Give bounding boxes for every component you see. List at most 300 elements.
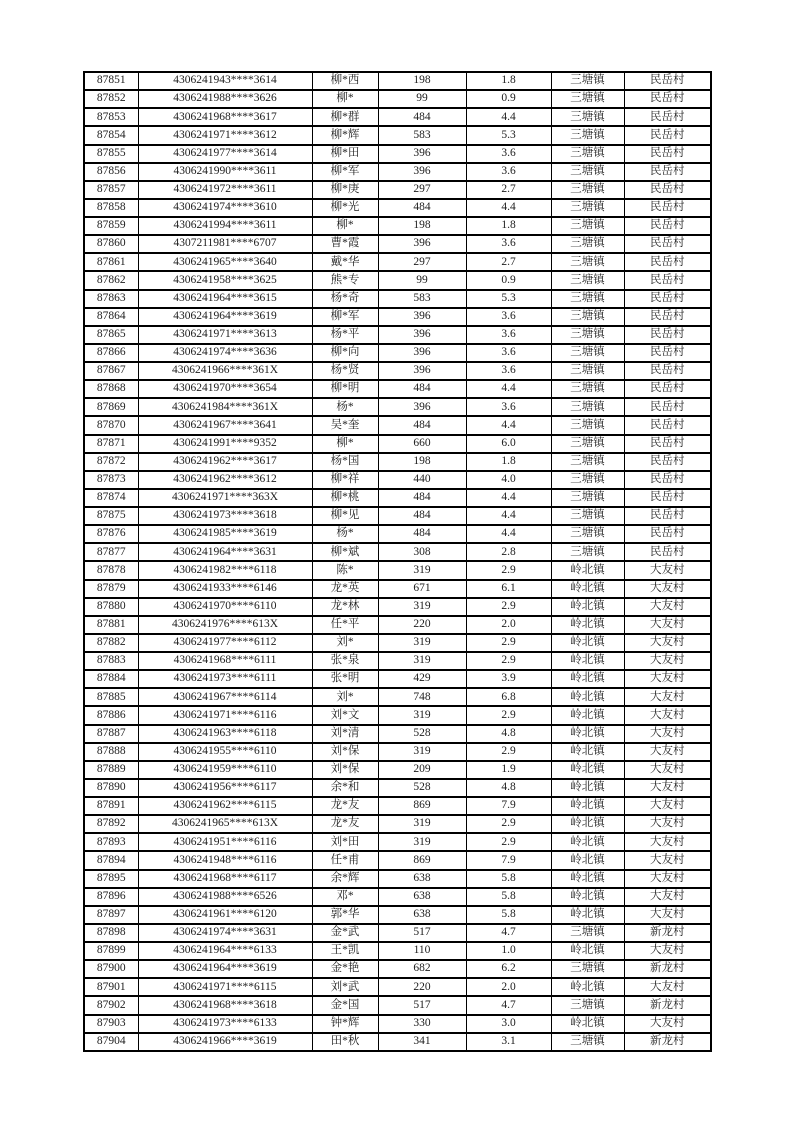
masked-name-cell: 柳*斌 xyxy=(312,543,378,561)
amount-cell: 660 xyxy=(378,435,466,453)
masked-name-cell: 杨*奇 xyxy=(312,290,378,308)
amount-cell: 484 xyxy=(378,380,466,398)
town-cell: 岭北镇 xyxy=(551,978,624,996)
town-cell: 岭北镇 xyxy=(551,580,624,598)
rate-cell: 2.0 xyxy=(466,978,551,996)
masked-name-cell: 郭*华 xyxy=(312,906,378,924)
rate-cell: 1.8 xyxy=(466,217,551,235)
serial-number-cell: 87882 xyxy=(84,634,138,652)
serial-number-cell: 87884 xyxy=(84,670,138,688)
rate-cell: 3.9 xyxy=(466,670,551,688)
serial-number-cell: 87886 xyxy=(84,706,138,724)
masked-name-cell: 金*武 xyxy=(312,924,378,942)
rate-cell: 6.0 xyxy=(466,435,551,453)
table-row xyxy=(84,1015,711,1033)
masked-id-number-cell: 4306241943****3614 xyxy=(138,72,312,90)
masked-name-cell: 柳*向 xyxy=(312,344,378,362)
amount-cell: 319 xyxy=(378,634,466,652)
serial-number-cell: 87864 xyxy=(84,308,138,326)
village-cell: 大友村 xyxy=(624,870,711,888)
rate-cell: 7.9 xyxy=(466,797,551,815)
town-cell: 三塘镇 xyxy=(551,362,624,380)
rate-cell: 1.9 xyxy=(466,761,551,779)
table-row xyxy=(84,344,711,362)
town-cell: 岭北镇 xyxy=(551,1015,624,1033)
village-cell: 大友村 xyxy=(624,797,711,815)
table-row xyxy=(84,725,711,743)
serial-number-cell: 87851 xyxy=(84,72,138,90)
town-cell: 三塘镇 xyxy=(551,416,624,434)
town-cell: 三塘镇 xyxy=(551,326,624,344)
rate-cell: 2.7 xyxy=(466,181,551,199)
village-cell: 大友村 xyxy=(624,706,711,724)
rate-cell: 2.8 xyxy=(466,543,551,561)
amount-cell: 319 xyxy=(378,706,466,724)
masked-name-cell: 杨* xyxy=(312,525,378,543)
amount-cell: 583 xyxy=(378,290,466,308)
table-row xyxy=(84,326,711,344)
masked-name-cell: 刘*文 xyxy=(312,706,378,724)
amount-cell: 682 xyxy=(378,960,466,978)
serial-number-cell: 87903 xyxy=(84,1015,138,1033)
village-cell: 民岳村 xyxy=(624,398,711,416)
masked-name-cell: 任*甫 xyxy=(312,851,378,869)
table-row xyxy=(84,181,711,199)
masked-name-cell: 柳* xyxy=(312,435,378,453)
masked-id-number-cell: 4306241964****3615 xyxy=(138,290,312,308)
table-row xyxy=(84,108,711,126)
rate-cell: 2.9 xyxy=(466,833,551,851)
amount-cell: 99 xyxy=(378,90,466,108)
serial-number-cell: 87872 xyxy=(84,453,138,471)
serial-number-cell: 87892 xyxy=(84,815,138,833)
masked-id-number-cell: 4306241968****3618 xyxy=(138,996,312,1014)
table-row xyxy=(84,380,711,398)
table-row xyxy=(84,416,711,434)
town-cell: 三塘镇 xyxy=(551,126,624,144)
table-row xyxy=(84,90,711,108)
serial-number-cell: 87858 xyxy=(84,199,138,217)
amount-cell: 396 xyxy=(378,344,466,362)
rate-cell: 7.9 xyxy=(466,851,551,869)
amount-cell: 638 xyxy=(378,888,466,906)
masked-id-number-cell: 4306241971****6115 xyxy=(138,978,312,996)
masked-id-number-cell: 4306241966****3619 xyxy=(138,1033,312,1051)
amount-cell: 869 xyxy=(378,851,466,869)
rate-cell: 4.7 xyxy=(466,924,551,942)
serial-number-cell: 87877 xyxy=(84,543,138,561)
village-cell: 大友村 xyxy=(624,561,711,579)
serial-number-cell: 87855 xyxy=(84,145,138,163)
masked-id-number-cell: 4306241974****3636 xyxy=(138,344,312,362)
rate-cell: 1.0 xyxy=(466,942,551,960)
amount-cell: 484 xyxy=(378,525,466,543)
town-cell: 三塘镇 xyxy=(551,271,624,289)
masked-id-number-cell: 4306241985****3619 xyxy=(138,525,312,543)
town-cell: 三塘镇 xyxy=(551,507,624,525)
town-cell: 岭北镇 xyxy=(551,725,624,743)
rate-cell: 3.6 xyxy=(466,235,551,253)
serial-number-cell: 87889 xyxy=(84,761,138,779)
serial-number-cell: 87854 xyxy=(84,126,138,144)
serial-number-cell: 87898 xyxy=(84,924,138,942)
town-cell: 岭北镇 xyxy=(551,561,624,579)
serial-number-cell: 87861 xyxy=(84,253,138,271)
amount-cell: 319 xyxy=(378,561,466,579)
table-row xyxy=(84,978,711,996)
town-cell: 三塘镇 xyxy=(551,145,624,163)
town-cell: 三塘镇 xyxy=(551,1033,624,1051)
masked-name-cell: 曹*霞 xyxy=(312,235,378,253)
masked-id-number-cell: 4306241971****6116 xyxy=(138,706,312,724)
masked-id-number-cell: 4306241974****3631 xyxy=(138,924,312,942)
serial-number-cell: 87900 xyxy=(84,960,138,978)
village-cell: 民岳村 xyxy=(624,380,711,398)
table-row xyxy=(84,906,711,924)
table-row xyxy=(84,72,711,90)
masked-id-number-cell: 4306241968****3617 xyxy=(138,108,312,126)
masked-id-number-cell: 4306241973****6111 xyxy=(138,670,312,688)
serial-number-cell: 87878 xyxy=(84,561,138,579)
amount-cell: 638 xyxy=(378,906,466,924)
town-cell: 岭北镇 xyxy=(551,833,624,851)
rate-cell: 3.6 xyxy=(466,362,551,380)
serial-number-cell: 87901 xyxy=(84,978,138,996)
table-row xyxy=(84,688,711,706)
table-row xyxy=(84,561,711,579)
masked-name-cell: 柳*庚 xyxy=(312,181,378,199)
masked-name-cell: 柳* xyxy=(312,90,378,108)
masked-name-cell: 金*国 xyxy=(312,996,378,1014)
masked-name-cell: 龙*英 xyxy=(312,580,378,598)
amount-cell: 484 xyxy=(378,489,466,507)
town-cell: 三塘镇 xyxy=(551,996,624,1014)
table-row xyxy=(84,271,711,289)
village-cell: 民岳村 xyxy=(624,126,711,144)
masked-name-cell: 杨*贤 xyxy=(312,362,378,380)
serial-number-cell: 87865 xyxy=(84,326,138,344)
town-cell: 三塘镇 xyxy=(551,924,624,942)
masked-id-number-cell: 4306241988****6526 xyxy=(138,888,312,906)
table-row xyxy=(84,616,711,634)
amount-cell: 319 xyxy=(378,815,466,833)
serial-number-cell: 87897 xyxy=(84,906,138,924)
rate-cell: 3.6 xyxy=(466,344,551,362)
village-cell: 大友村 xyxy=(624,815,711,833)
village-cell: 民岳村 xyxy=(624,489,711,507)
amount-cell: 110 xyxy=(378,942,466,960)
rate-cell: 4.8 xyxy=(466,779,551,797)
rate-cell: 2.9 xyxy=(466,743,551,761)
town-cell: 岭北镇 xyxy=(551,761,624,779)
masked-id-number-cell: 4306241977****6112 xyxy=(138,634,312,652)
rate-cell: 2.9 xyxy=(466,706,551,724)
masked-name-cell: 杨*平 xyxy=(312,326,378,344)
rate-cell: 4.4 xyxy=(466,199,551,217)
masked-id-number-cell: 4306241971****363X xyxy=(138,489,312,507)
amount-cell: 396 xyxy=(378,145,466,163)
table-row xyxy=(84,543,711,561)
rate-cell: 3.6 xyxy=(466,398,551,416)
masked-name-cell: 任*平 xyxy=(312,616,378,634)
masked-id-number-cell: 4306241964****6133 xyxy=(138,942,312,960)
amount-cell: 341 xyxy=(378,1033,466,1051)
masked-id-number-cell: 4306241970****6110 xyxy=(138,598,312,616)
rate-cell: 3.6 xyxy=(466,308,551,326)
serial-number-cell: 87874 xyxy=(84,489,138,507)
table-row xyxy=(84,634,711,652)
serial-number-cell: 87876 xyxy=(84,525,138,543)
masked-name-cell: 柳*祥 xyxy=(312,471,378,489)
serial-number-cell: 87896 xyxy=(84,888,138,906)
table-row xyxy=(84,453,711,471)
amount-cell: 429 xyxy=(378,670,466,688)
masked-id-number-cell: 4306241959****6110 xyxy=(138,761,312,779)
village-cell: 民岳村 xyxy=(624,471,711,489)
masked-id-number-cell: 4306241965****3640 xyxy=(138,253,312,271)
rate-cell: 5.8 xyxy=(466,870,551,888)
serial-number-cell: 87888 xyxy=(84,743,138,761)
masked-id-number-cell: 4306241933****6146 xyxy=(138,580,312,598)
serial-number-cell: 87894 xyxy=(84,851,138,869)
town-cell: 岭北镇 xyxy=(551,906,624,924)
amount-cell: 396 xyxy=(378,235,466,253)
masked-id-number-cell: 4306241948****6116 xyxy=(138,851,312,869)
town-cell: 三塘镇 xyxy=(551,344,624,362)
masked-name-cell: 龙*林 xyxy=(312,598,378,616)
serial-number-cell: 87873 xyxy=(84,471,138,489)
masked-id-number-cell: 4307211981****6707 xyxy=(138,235,312,253)
serial-number-cell: 87866 xyxy=(84,344,138,362)
masked-name-cell: 柳* xyxy=(312,217,378,235)
serial-number-cell: 87890 xyxy=(84,779,138,797)
serial-number-cell: 87899 xyxy=(84,942,138,960)
town-cell: 岭北镇 xyxy=(551,815,624,833)
town-cell: 三塘镇 xyxy=(551,90,624,108)
amount-cell: 517 xyxy=(378,996,466,1014)
rate-cell: 2.7 xyxy=(466,253,551,271)
amount-cell: 484 xyxy=(378,507,466,525)
town-cell: 三塘镇 xyxy=(551,199,624,217)
amount-cell: 198 xyxy=(378,217,466,235)
town-cell: 三塘镇 xyxy=(551,308,624,326)
village-cell: 民岳村 xyxy=(624,181,711,199)
table-row xyxy=(84,815,711,833)
table-row xyxy=(84,308,711,326)
village-cell: 民岳村 xyxy=(624,525,711,543)
serial-number-cell: 87880 xyxy=(84,598,138,616)
serial-number-cell: 87856 xyxy=(84,163,138,181)
village-cell: 民岳村 xyxy=(624,362,711,380)
village-cell: 大友村 xyxy=(624,725,711,743)
amount-cell: 319 xyxy=(378,652,466,670)
table-row xyxy=(84,217,711,235)
table-row xyxy=(84,163,711,181)
table-row xyxy=(84,199,711,217)
masked-id-number-cell: 4306241958****3625 xyxy=(138,271,312,289)
serial-number-cell: 87887 xyxy=(84,725,138,743)
records-table xyxy=(83,71,712,1052)
town-cell: 三塘镇 xyxy=(551,398,624,416)
town-cell: 三塘镇 xyxy=(551,380,624,398)
masked-name-cell: 田*秋 xyxy=(312,1033,378,1051)
village-cell: 民岳村 xyxy=(624,543,711,561)
amount-cell: 220 xyxy=(378,978,466,996)
town-cell: 三塘镇 xyxy=(551,543,624,561)
rate-cell: 4.4 xyxy=(466,525,551,543)
village-cell: 民岳村 xyxy=(624,90,711,108)
village-cell: 民岳村 xyxy=(624,344,711,362)
table-row xyxy=(84,253,711,271)
serial-number-cell: 87870 xyxy=(84,416,138,434)
village-cell: 大友村 xyxy=(624,978,711,996)
masked-id-number-cell: 4306241968****6117 xyxy=(138,870,312,888)
village-cell: 民岳村 xyxy=(624,435,711,453)
rate-cell: 4.4 xyxy=(466,416,551,434)
amount-cell: 297 xyxy=(378,181,466,199)
village-cell: 大友村 xyxy=(624,743,711,761)
rate-cell: 6.2 xyxy=(466,960,551,978)
village-cell: 民岳村 xyxy=(624,507,711,525)
amount-cell: 484 xyxy=(378,108,466,126)
masked-name-cell: 柳*见 xyxy=(312,507,378,525)
village-cell: 民岳村 xyxy=(624,199,711,217)
town-cell: 岭北镇 xyxy=(551,851,624,869)
rate-cell: 4.0 xyxy=(466,471,551,489)
masked-name-cell: 熊*专 xyxy=(312,271,378,289)
masked-id-number-cell: 4306241967****6114 xyxy=(138,688,312,706)
village-cell: 新龙村 xyxy=(624,960,711,978)
serial-number-cell: 87857 xyxy=(84,181,138,199)
masked-name-cell: 余*和 xyxy=(312,779,378,797)
masked-id-number-cell: 4306241990****3611 xyxy=(138,163,312,181)
masked-name-cell: 龙*友 xyxy=(312,815,378,833)
village-cell: 民岳村 xyxy=(624,235,711,253)
village-cell: 大友村 xyxy=(624,851,711,869)
masked-name-cell: 柳*明 xyxy=(312,380,378,398)
town-cell: 三塘镇 xyxy=(551,181,624,199)
masked-name-cell: 戴*华 xyxy=(312,253,378,271)
village-cell: 大友村 xyxy=(624,833,711,851)
table-row xyxy=(84,779,711,797)
masked-name-cell: 柳*桃 xyxy=(312,489,378,507)
amount-cell: 198 xyxy=(378,72,466,90)
table-row xyxy=(84,145,711,163)
serial-number-cell: 87859 xyxy=(84,217,138,235)
rate-cell: 6.1 xyxy=(466,580,551,598)
table-row xyxy=(84,797,711,815)
table-row xyxy=(84,126,711,144)
rate-cell: 5.3 xyxy=(466,126,551,144)
town-cell: 三塘镇 xyxy=(551,253,624,271)
table-row xyxy=(84,761,711,779)
town-cell: 岭北镇 xyxy=(551,942,624,960)
rate-cell: 2.9 xyxy=(466,652,551,670)
masked-name-cell: 金*艳 xyxy=(312,960,378,978)
village-cell: 民岳村 xyxy=(624,290,711,308)
village-cell: 大友村 xyxy=(624,779,711,797)
town-cell: 岭北镇 xyxy=(551,743,624,761)
table-row xyxy=(84,235,711,253)
masked-name-cell: 陈* xyxy=(312,561,378,579)
rate-cell: 4.4 xyxy=(466,380,551,398)
masked-name-cell: 刘*清 xyxy=(312,725,378,743)
amount-cell: 220 xyxy=(378,616,466,634)
village-cell: 大友村 xyxy=(624,616,711,634)
masked-id-number-cell: 4306241973****3618 xyxy=(138,507,312,525)
village-cell: 民岳村 xyxy=(624,416,711,434)
rate-cell: 2.9 xyxy=(466,634,551,652)
rate-cell: 5.8 xyxy=(466,888,551,906)
rate-cell: 3.6 xyxy=(466,326,551,344)
village-cell: 民岳村 xyxy=(624,253,711,271)
town-cell: 三塘镇 xyxy=(551,489,624,507)
town-cell: 岭北镇 xyxy=(551,670,624,688)
rate-cell: 2.9 xyxy=(466,561,551,579)
rate-cell: 5.8 xyxy=(466,906,551,924)
town-cell: 三塘镇 xyxy=(551,960,624,978)
village-cell: 大友村 xyxy=(624,580,711,598)
village-cell: 大友村 xyxy=(624,761,711,779)
rate-cell: 4.4 xyxy=(466,507,551,525)
amount-cell: 748 xyxy=(378,688,466,706)
amount-cell: 484 xyxy=(378,199,466,217)
town-cell: 三塘镇 xyxy=(551,525,624,543)
rate-cell: 4.7 xyxy=(466,996,551,1014)
masked-id-number-cell: 4306241971****3612 xyxy=(138,126,312,144)
amount-cell: 396 xyxy=(378,398,466,416)
masked-id-number-cell: 4306241955****6110 xyxy=(138,743,312,761)
village-cell: 民岳村 xyxy=(624,271,711,289)
village-cell: 大友村 xyxy=(624,942,711,960)
town-cell: 三塘镇 xyxy=(551,290,624,308)
amount-cell: 319 xyxy=(378,833,466,851)
amount-cell: 528 xyxy=(378,725,466,743)
masked-name-cell: 柳*军 xyxy=(312,308,378,326)
masked-name-cell: 柳*光 xyxy=(312,199,378,217)
amount-cell: 396 xyxy=(378,362,466,380)
masked-name-cell: 柳*军 xyxy=(312,163,378,181)
table-row xyxy=(84,435,711,453)
masked-id-number-cell: 4306241968****6111 xyxy=(138,652,312,670)
masked-name-cell: 柳*田 xyxy=(312,145,378,163)
masked-name-cell: 柳*辉 xyxy=(312,126,378,144)
table-row xyxy=(84,580,711,598)
rate-cell: 3.0 xyxy=(466,1015,551,1033)
masked-name-cell: 钟*辉 xyxy=(312,1015,378,1033)
village-cell: 民岳村 xyxy=(624,145,711,163)
town-cell: 三塘镇 xyxy=(551,453,624,471)
masked-id-number-cell: 4306241977****3614 xyxy=(138,145,312,163)
rate-cell: 0.9 xyxy=(466,271,551,289)
serial-number-cell: 87883 xyxy=(84,652,138,670)
table-row xyxy=(84,1033,711,1051)
village-cell: 民岳村 xyxy=(624,217,711,235)
serial-number-cell: 87869 xyxy=(84,398,138,416)
serial-number-cell: 87867 xyxy=(84,362,138,380)
masked-name-cell: 龙*友 xyxy=(312,797,378,815)
table-row xyxy=(84,598,711,616)
rate-cell: 2.9 xyxy=(466,815,551,833)
masked-id-number-cell: 4306241964****3631 xyxy=(138,543,312,561)
masked-name-cell: 邓* xyxy=(312,888,378,906)
masked-id-number-cell: 4306241991****9352 xyxy=(138,435,312,453)
amount-cell: 484 xyxy=(378,416,466,434)
masked-name-cell: 杨*国 xyxy=(312,453,378,471)
table-row xyxy=(84,833,711,851)
rate-cell: 5.3 xyxy=(466,290,551,308)
town-cell: 岭北镇 xyxy=(551,634,624,652)
